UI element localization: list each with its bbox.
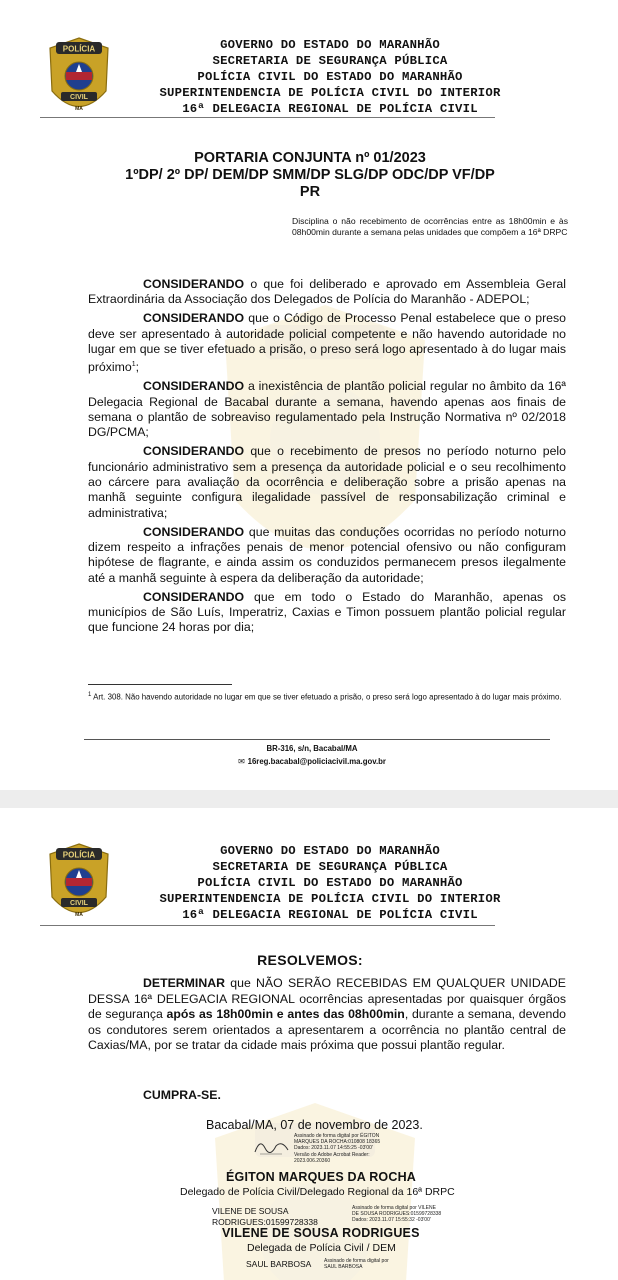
considerando-section [88, 277, 566, 639]
ementa-summary: Disciplina o não recebimento de ocorrências entre as 18h00min e às 08h00min durante a semana pelas unidades que compõem a 16ª DRPC [292, 216, 568, 237]
stamp-line: Dados: 2023.11.07 15:55:32 -03'00' [352, 1217, 431, 1224]
determinar-label: DETERMINAR [143, 976, 225, 990]
svg-text:CIVIL: CIVIL [70, 94, 88, 101]
considerando-paragraph [88, 444, 566, 520]
considerando-label: CONSIDERANDO [143, 589, 245, 604]
footer-divider [84, 739, 550, 740]
footnote-number: 1 [88, 692, 92, 698]
stamp-line: MARQUES DA ROCHA:010808 18365 [294, 1139, 381, 1146]
title-line-3: PR [299, 184, 321, 200]
paragraph-text: que em todo o Estado do Maranhão, apenas os municípios de São Luís, Imperatriz, Caxias e Timon possuem plantão policial regular que funcione 24 horas por dia; [88, 589, 566, 635]
header-divider [40, 117, 495, 118]
svg-text:CIVIL: CIVIL [70, 900, 88, 907]
resolvemos-heading: RESOLVEMOS: [257, 952, 363, 968]
digital-name-line: RODRIGUES:01599728338 [212, 1217, 318, 1227]
digital-signature-stamp-3 [324, 1258, 389, 1270]
envelope-icon: ✉ [238, 757, 245, 766]
stamp-line: Assinado de forma digital por [324, 1258, 389, 1264]
signer-1-role: Delegado de Polícia Civil/Delegado Regional da 16ª DRPC [180, 1186, 455, 1198]
signer-2-digital-name [212, 1206, 318, 1228]
address-line: BR-316, s/n, Bacabal/MA [266, 744, 358, 753]
considerando-label: CONSIDERANDO [143, 311, 245, 326]
svg-text:POLÍCIA: POLÍCIA [62, 44, 96, 54]
considerando-label: CONSIDERANDO [143, 277, 245, 291]
considerando-paragraph [88, 379, 566, 440]
paragraph-text: que o recebimento de presos no período noturno pelo funcionário administrativo sem a presença da autoridade policial e o seu recolhimento ao cárcere para avaliação da ocorrência e deliberação sobre a prisão apenas na manhã seguinte configura ilegalidade passível de responsabilização criminal e administrativa; [88, 444, 566, 520]
considerando-paragraph [88, 525, 566, 586]
header-line-3: POLÍCIA CIVIL DO ESTADO DO MARANHÃO [197, 876, 463, 890]
considerando-paragraph [88, 590, 566, 636]
title-line-1: PORTARIA CONJUNTA nº 01/2023 [194, 150, 426, 166]
email-address[interactable]: 16reg.bacabal@policiacivil.ma.gov.br [247, 757, 386, 766]
header-line-1: GOVERNO DO ESTADO DO MARANHÃO [220, 844, 440, 858]
title-line-2: 1ºDP/ 2º DP/ DEM/DP SMM/DP SLG/DP ODC/DP VF/DP [125, 167, 495, 183]
email-line [200, 755, 424, 768]
stamp-line: Versão do Adobe Acrobat Reader: [294, 1151, 370, 1158]
footnote-text: Art. 308. Não havendo autoridade no lugar em que se tiver efetuado a prisão, o preso será logo apresentado à do lugar mais próximo. [91, 692, 562, 702]
svg-text:MA: MA [75, 912, 83, 918]
stamp-line: SAUL BARBOSA [324, 1264, 363, 1271]
paragraph-text: o que foi deliberado e aprovado em Assembleia Geral Extraordinária da Associação dos Delegados de Polícia do Maranhão - ADEPOL; [88, 277, 566, 307]
policia-civil-badge-icon [46, 842, 112, 926]
considerando-paragraph [88, 277, 566, 308]
stamp-line: Assinado de forma digital por ÉGITON [294, 1133, 380, 1139]
header-line-4: SUPERINTENDENCIA DE POLÍCIA CIVIL DO INTERIOR [159, 86, 501, 100]
header-line-1: GOVERNO DO ESTADO DO MARANHÃO [220, 38, 440, 52]
footnote [88, 689, 568, 704]
stamp-line: Assinado de forma digital por VILENE [352, 1205, 436, 1211]
footer-address [200, 742, 424, 768]
handwritten-signature-icon [252, 1136, 292, 1158]
svg-text:POLÍCIA: POLÍCIA [62, 850, 96, 860]
institution-header [120, 37, 540, 117]
signer-3-digital-name: SAUL BARBOSA [246, 1259, 312, 1269]
paragraph-end: ; [135, 360, 140, 375]
document-page-2 [0, 808, 618, 1280]
signer-1-name: ÉGITON MARQUES DA ROCHA [226, 1170, 417, 1184]
paragraph-text: , durante a semana, devendo os condutores serem orientados a apresentarem a ocorrência no plantão central de Caxias/MA, por se tratar da cidade mais próxima que possui plantão regular. [88, 1007, 566, 1052]
header-line-3: POLÍCIA CIVIL DO ESTADO DO MARANHÃO [197, 70, 463, 84]
digital-signature-stamp-2 [352, 1205, 441, 1224]
considerando-label: CONSIDERANDO [143, 444, 245, 459]
footnote-reference: 1 [131, 361, 136, 369]
determinar-paragraph [88, 976, 566, 1054]
place-and-date: Bacabal/MA, 07 de novembro de 2023. [206, 1118, 423, 1132]
stamp-line: DE SOUSA RODRIGUES:01599728338 [352, 1211, 442, 1218]
digital-signature-stamp-1 [294, 1133, 380, 1164]
digital-name-line: VILENE DE SOUSA [212, 1206, 289, 1216]
time-range-bold: após as 18h00min e antes das 08h00min [166, 1007, 405, 1021]
header-divider [40, 925, 495, 926]
svg-text:MA: MA [75, 106, 83, 112]
footnote-divider [88, 684, 232, 685]
considerando-paragraph [88, 311, 566, 375]
document-title [60, 150, 560, 201]
paragraph-text: que o Código de Processo Penal estabelece que o preso deve ser apresentado à autoridade policial competente e não havendo autoridade no lugar em que se tiver efetuado a prisão, o preso será logo apresentado à do lugar mais próximo [88, 311, 566, 375]
header-line-2: SECRETARIA DE SEGURANÇA PÚBLICA [212, 54, 448, 68]
paragraph-text: que NÃO SERÃO RECEBIDAS EM QUALQUER UNIDADE DESSA 16ª DELEGACIA REGIONAL ocorrências apresentadas por quaisquer órgãos de segurança [88, 976, 566, 1021]
cumpra-se: CUMPRA-SE. [143, 1088, 221, 1102]
header-line-5: 16ª DELEGACIA REGIONAL DE POLÍCIA CIVIL [182, 102, 478, 116]
institution-header [120, 843, 540, 923]
stamp-line: Dados: 2023.11.07 14:55:25 -03'00' [294, 1145, 373, 1152]
header-line-4: SUPERINTENDENCIA DE POLÍCIA CIVIL DO INTERIOR [159, 892, 501, 906]
stamp-line: 2023.006.20360 [294, 1157, 331, 1164]
signer-2-name: VILENE DE SOUSA RODRIGUES [222, 1226, 420, 1240]
policia-civil-badge-icon [46, 36, 112, 120]
header-line-2: SECRETARIA DE SEGURANÇA PÚBLICA [212, 860, 448, 874]
considerando-label: CONSIDERANDO [143, 524, 245, 539]
signer-2-role: Delegada de Polícia Civil / DEM [247, 1242, 396, 1254]
considerando-label: CONSIDERANDO [143, 379, 245, 394]
paragraph-text: a inexistência de plantão policial regular no âmbito da 16ª Delegacia Regional de Bacabal durante a semana, havendo apenas aos finais de semana o plantão de sobreaviso regulamentado pela Instrução Normativa nº 02/2018 DG/PCMA; [88, 379, 566, 440]
header-line-5: 16ª DELEGACIA REGIONAL DE POLÍCIA CIVIL [182, 908, 478, 922]
paragraph-text: que muitas das conduções ocorridas no período noturno dizem respeito a infrações penais de menor potencial ofensivo ou não configuram hipótese de flagrante, e ainda assim os conduzidos permanecem presos ilegalmente até a manhã seguinte à espera da deliberação da autoridade; [88, 524, 566, 585]
